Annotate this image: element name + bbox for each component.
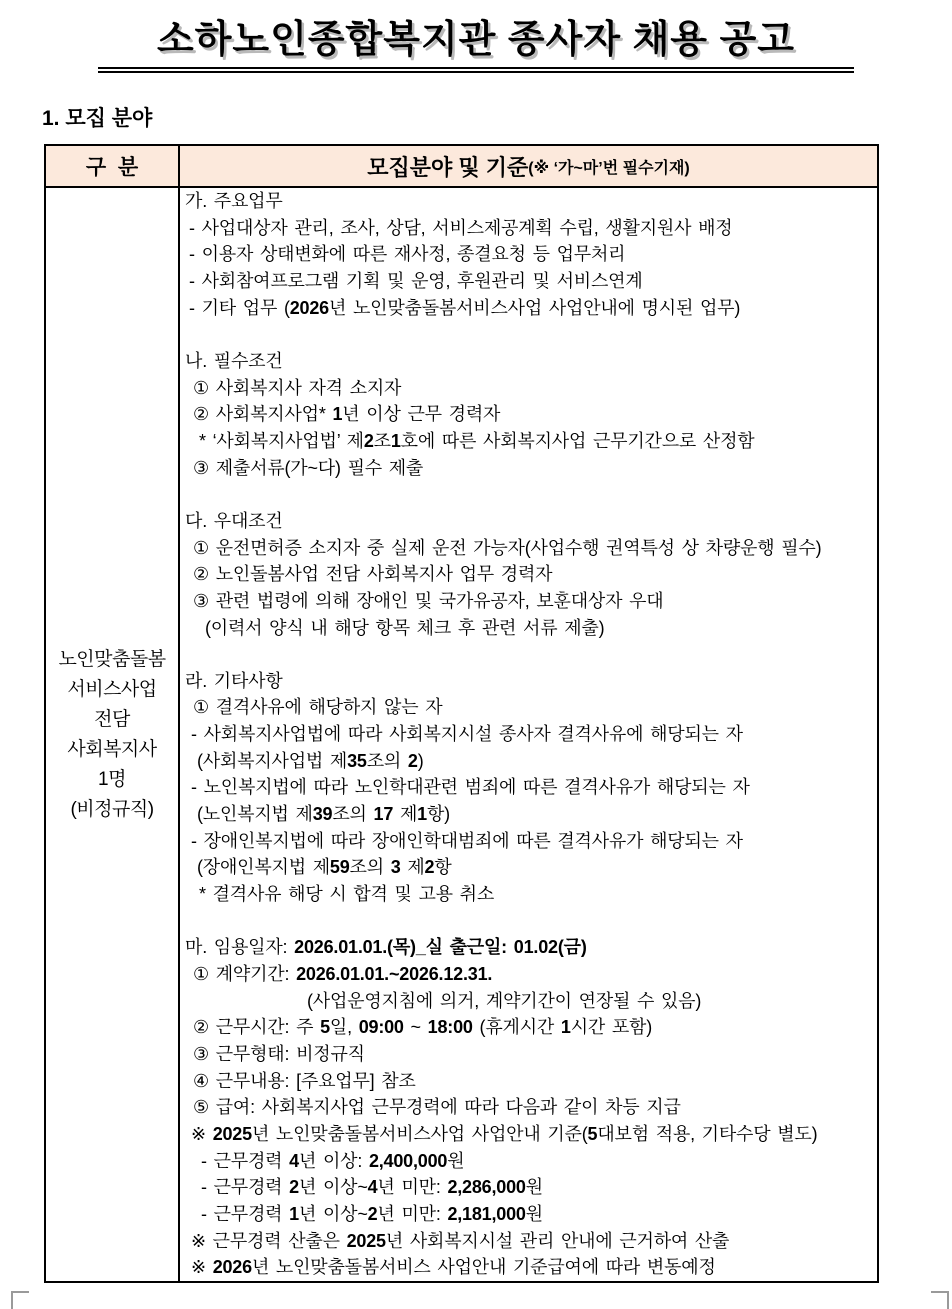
- blank-line: [185, 481, 877, 508]
- job-title-line: 전담: [94, 708, 130, 730]
- blank-line: [185, 908, 877, 935]
- blank-line: [185, 321, 877, 348]
- content-line: ※ 근무경력 산출은 2025년 사회복지시설 관리 안내에 근거하여 산출: [191, 1230, 730, 1251]
- content-line: 다. 우대조건: [185, 510, 283, 531]
- content-line: - 기타 업무 (2026년 노인맞춤돌봄서비스사업 사업안내에 명시된 업무): [189, 297, 741, 318]
- content-line: * ‘사회복지사업법’ 제2조1호에 따른 사회복지사업 근무기간으로 산정함: [199, 430, 755, 451]
- content-line: (사회복지사업법 제35조의 2): [197, 750, 424, 771]
- content-line: ④ 근무내용: [주요업무] 참조: [193, 1070, 416, 1091]
- content-line: ② 근무시간: 주 5일, 09:00 ~ 18:00 (휴게시간 1시간 포함): [193, 1017, 653, 1038]
- content-line: - 이용자 상태변화에 따른 재사정, 종결요청 등 업무처리: [189, 244, 626, 265]
- content-line: ② 노인돌봄사업 전담 사회복지사 업무 경력자: [193, 564, 553, 585]
- clipped-next-box-corner-right: [931, 1291, 949, 1309]
- content-line: - 사업대상자 관리, 조사, 상담, 서비스제공계획 수립, 생활지원사 배정: [189, 217, 733, 238]
- content-line: ① 운전면허증 소지자 중 실제 운전 가능자(사업수행 권역특성 상 차량운행 필수): [193, 537, 822, 558]
- content-line: (장애인복지법 제59조의 3 제2항: [197, 857, 452, 878]
- content-line: - 근무경력 1년 이상~2년 미만: 2,181,000원: [201, 1203, 543, 1224]
- content-line: ③ 제출서류(가~다) 필수 제출: [193, 457, 424, 478]
- content-line: - 근무경력 4년 이상: 2,400,000원: [201, 1150, 465, 1171]
- content-line: (노인복지법 제39조의 17 제1항): [197, 804, 450, 825]
- job-title-line: 노인맞춤돌봄: [58, 648, 166, 670]
- content-line: ③ 관련 법령에 의해 장애인 및 국가유공자, 보훈대상자 우대: [193, 590, 664, 611]
- job-title-line: 1명: [98, 768, 126, 790]
- content-line: 나. 필수조건: [185, 350, 283, 371]
- job-title-line: 사회복지사: [67, 738, 157, 760]
- content-line: 가. 주요업무: [185, 191, 283, 211]
- content-line: - 사회복지사업법에 따라 사회복지시설 종사자 결격사유에 해당되는 자: [191, 724, 743, 745]
- content-line: - 사회참여프로그램 기획 및 운영, 후원관리 및 서비스연계: [189, 270, 643, 291]
- content-line: 마. 임용일자: 2026.01.01.(목)_실 출근일: 01.02(금): [185, 937, 587, 958]
- content-line: ② 사회복지사업* 1년 이상 근무 경력자: [193, 404, 501, 425]
- content-line: ③ 근무형태: 비정규직: [193, 1044, 365, 1064]
- content-line: ① 계약기간: 2026.01.01.~2026.12.31.: [193, 964, 493, 985]
- job-title-line: (비정규직): [70, 798, 154, 820]
- table-header-row: [46, 146, 877, 188]
- table-body-row: [46, 188, 877, 1281]
- document-title-block: [0, 8, 952, 73]
- content-line: - 장애인복지법에 따라 장애인학대범죄에 따른 결격사유가 해당되는 자: [191, 830, 743, 851]
- job-title-line: 서비스사업: [67, 678, 157, 700]
- header-cell-criteria: [180, 146, 877, 186]
- content-line: ⑤ 급여: 사회복지사업 근무경력에 따라 다음과 같이 차등 지급: [193, 1097, 681, 1118]
- position-cell: [46, 188, 180, 1281]
- content-line: 라. 기타사항: [185, 670, 283, 691]
- content-line: ① 사회복지사 자격 소지자: [193, 377, 402, 398]
- content-cell: [180, 188, 877, 1281]
- content-line: ※ 2026년 노인맞춤돌봄서비스 사업안내 기준급여에 따라 변동예정: [191, 1257, 716, 1278]
- content-line: (이력서 양식 내 해당 항목 체크 후 관련 서류 제출): [205, 617, 605, 638]
- content-line: ① 결격사유에 해당하지 않는 자: [193, 697, 443, 718]
- blank-line: [185, 641, 877, 668]
- content-line: * 결격사유 해당 시 합격 및 고용 취소: [199, 884, 495, 905]
- content-line: (사업운영지침에 의거, 계약기간이 연장될 수 있음): [307, 990, 702, 1011]
- header-criteria-main: 모집분야 및 기준: [367, 154, 529, 180]
- page-title: 소하노인종합복지관 종사자 채용 공고: [156, 19, 795, 61]
- title-underline: [98, 8, 854, 73]
- recruitment-table: [44, 144, 879, 1283]
- content-line: - 노인복지법에 따라 노인학대관련 범죄에 따른 결격사유가 해당되는 자: [191, 777, 750, 798]
- content-line: - 근무경력 2년 이상~4년 미만: 2,286,000원: [201, 1177, 543, 1198]
- content-line: ※ 2025년 노인맞춤돌봄서비스사업 사업안내 기준(5대보험 적용, 기타수당 별도): [191, 1123, 818, 1144]
- clipped-next-box-corner-left: [11, 1291, 29, 1309]
- section-heading: 1. 모집 분야: [42, 107, 153, 130]
- header-criteria-sub: (※ ‘가~마’번 필수기재): [528, 159, 690, 177]
- header-cell-category: 구 분: [46, 146, 180, 186]
